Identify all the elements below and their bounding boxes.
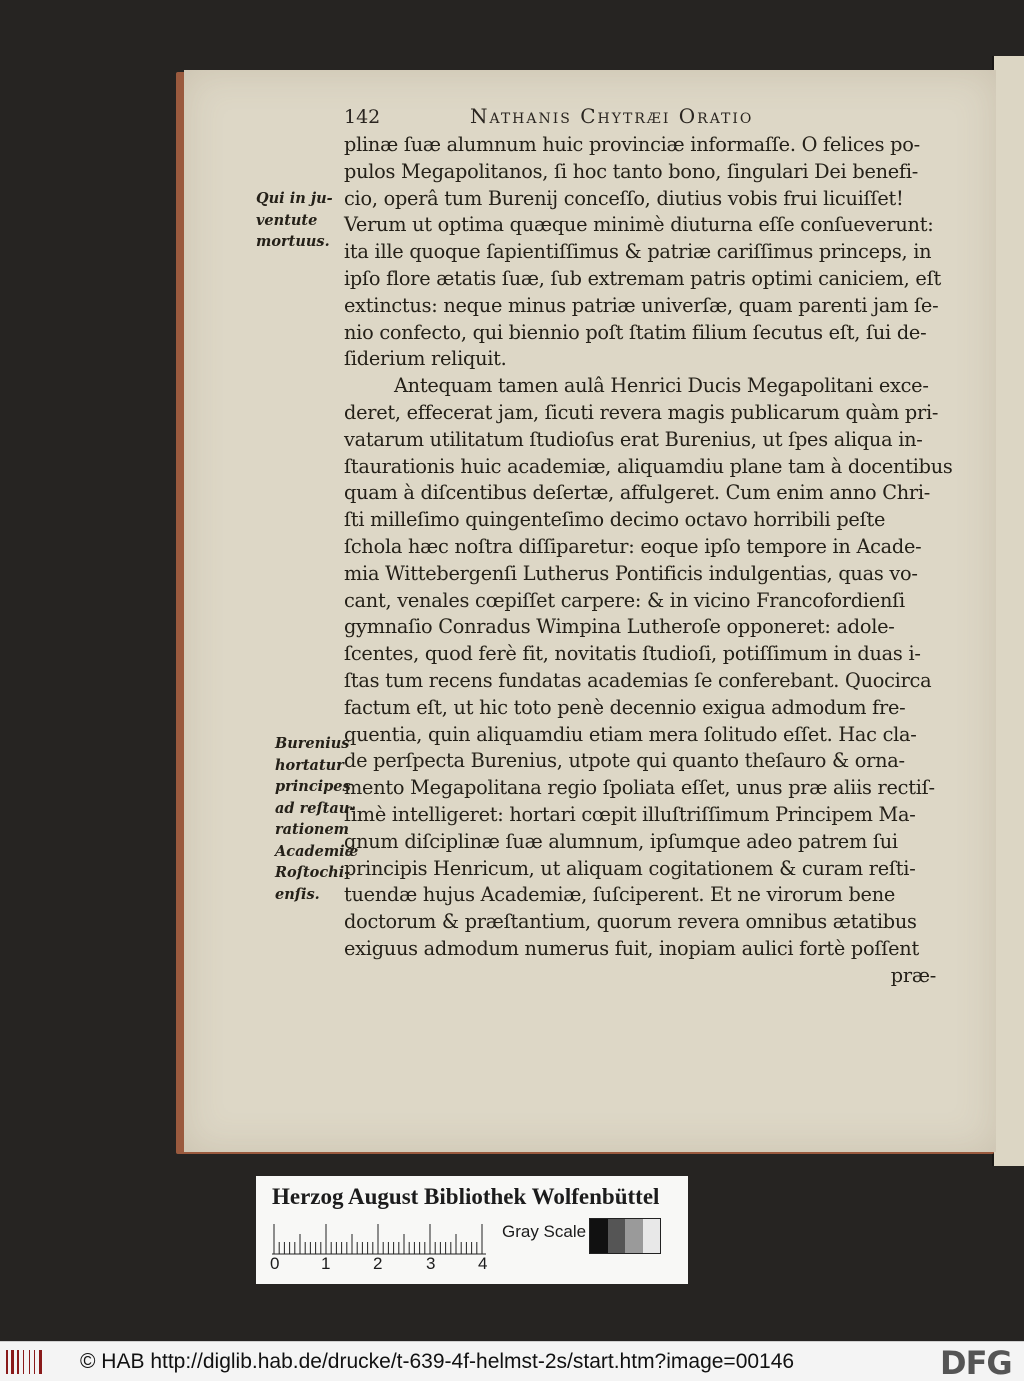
text-line: mia Wittebergenſi Lutherus Pontificis indulgentias, quas vo- bbox=[344, 561, 918, 585]
text-line: factum eſt, ut hic toto penè decennio exigua admodum fre- bbox=[344, 695, 906, 719]
gray-step bbox=[608, 1219, 626, 1253]
library-name: Herzog August Bibliothek Wolfenbüttel bbox=[272, 1184, 660, 1209]
text-line: doctorum & præſtantium, quorum revera omnibus ætatibus bbox=[344, 910, 917, 934]
marginal-note-line: ad reſtau- bbox=[275, 799, 356, 817]
dfg-logo: DFG bbox=[940, 1344, 1012, 1381]
barcode-bar bbox=[17, 1350, 19, 1374]
gray-step bbox=[590, 1219, 608, 1253]
text-line: de perſpecta Burenius, utpote qui quanto theſauro & orna- bbox=[344, 749, 905, 773]
marginal-note-line: hortatur bbox=[275, 756, 344, 774]
marginal-note-line: enſis. bbox=[275, 885, 320, 903]
text-line: deret, effecerat jam, ſicuti revera magis publicarum quàm pri- bbox=[344, 400, 939, 424]
text-line: vatarum utilitatum ſtudioſus erat Burenius, ut ſpes aliqua in- bbox=[344, 427, 923, 451]
text-line: ſtaurationis huic academiæ, aliquamdiu plane tam à docentibus bbox=[344, 454, 953, 478]
barcode-bar bbox=[34, 1350, 35, 1374]
marginal-note-line: Qui in ju- bbox=[256, 190, 333, 207]
text-line: pulos Megapolitanos, ſi hoc tanto bono, ſingulari Dei benefi- bbox=[344, 159, 918, 183]
ruler-number: 1 bbox=[321, 1254, 331, 1273]
marginal-note-line: Roſtochi- bbox=[275, 864, 351, 881]
marginal-note-line: principes bbox=[275, 778, 351, 795]
barcode-bar bbox=[39, 1350, 42, 1374]
marginal-note-line: rationem bbox=[275, 821, 350, 838]
text-line: cio, operâ tum Burenij conceſſo, diutius vobis frui licuiſſet! bbox=[344, 186, 904, 210]
marginal-note bbox=[256, 188, 333, 253]
gray-scale-swatch bbox=[589, 1218, 661, 1254]
library-color-card bbox=[256, 1176, 688, 1284]
ruler-number: 2 bbox=[373, 1254, 383, 1273]
body-text bbox=[344, 132, 953, 990]
text-line: ipſo flore ætatis ſuæ, ſub extremam patris optimi caniciem, eſt bbox=[344, 266, 941, 290]
marginal-note bbox=[275, 733, 358, 905]
permalink-url[interactable]: © HAB http://diglib.hab.de/drucke/t-639-4f-helmst-2s/start.htm?image=00146 bbox=[80, 1350, 795, 1373]
marginal-note-line: Burenius bbox=[275, 735, 350, 752]
text-line: gnum diſciplinæ ſuæ alumnum, ipſumque adeo patrem ſui bbox=[344, 829, 898, 853]
barcode-bar bbox=[11, 1350, 14, 1374]
text-line: gymnaſio Conradus Wimpina Lutheroſe opponeret: adole- bbox=[344, 615, 895, 639]
text-line: ſimè intelligeret: hortari cœpit illuſtriſſimum Principem Ma- bbox=[344, 802, 916, 826]
text-line: plinæ ſuæ alumnum huic provinciæ informaſſe. O felices po- bbox=[344, 133, 920, 156]
text-line: cant, venales cœpiſſet carpere: & in vicino Francofordienſi bbox=[344, 588, 905, 612]
text-line: ita ille quoque ſapientiſſimus & patriæ cariſſimus princeps, in bbox=[344, 240, 932, 264]
text-line: ſti milleſimo quingenteſimo decimo octavo horribili peſte bbox=[344, 508, 886, 532]
text-line: quentia, quin aliquamdiu etiam mera ſolitudo eſſet. Hac cla- bbox=[344, 722, 917, 746]
ruler-number: 0 bbox=[270, 1254, 280, 1273]
text-line: nio confecto, qui biennio poſt ſtatim filium ſecutus eſt, ſui de- bbox=[344, 320, 927, 344]
text-line: ſcentes, quod ferè fit, novitatis ſtudioſi, potiſſimum in duas i- bbox=[344, 642, 921, 666]
text-line: mento Megapolitana regio ſpoliata eſſet, unus præ aliis rectiſ- bbox=[344, 776, 935, 800]
catchword: præ- bbox=[890, 963, 936, 987]
text-line: extinctus: neque minus patriæ univerſæ, quam parenti jam ſe- bbox=[344, 293, 939, 317]
marginal-note-line: ventute bbox=[256, 211, 318, 229]
text-line: quam à diſcentibus deſertæ, affulgeret. Cum enim anno Chri- bbox=[344, 481, 931, 505]
gray-step bbox=[625, 1219, 643, 1253]
text-line: ſchola hæc noſtra diſſiparetur: eoque ipſo tempore in Acade- bbox=[344, 534, 922, 558]
running-head: Nathanis Chytræi Oratio bbox=[470, 104, 754, 128]
barcode-bar bbox=[23, 1350, 24, 1374]
gray-scale-label: Gray Scale bbox=[502, 1222, 587, 1241]
text-line: Antequam tamen aulâ Henrici Ducis Megapolitani exce- bbox=[394, 374, 929, 398]
adjacent-page-edge bbox=[992, 56, 1024, 1166]
barcode-bar bbox=[6, 1350, 8, 1374]
barcode-bar bbox=[29, 1350, 30, 1374]
text-line: principis Henricum, ut aliquam cogitationem & curam reſti- bbox=[344, 856, 916, 880]
marginal-note-line: mortuus. bbox=[256, 233, 330, 250]
text-line: Verum ut optima quæque minimè diuturna eſſe conſueverunt: bbox=[344, 213, 934, 237]
text-line: exiguus admodum numerus fuit, inopiam aulici fortè poſſent bbox=[344, 936, 919, 960]
marginal-note-line: Academiæ bbox=[275, 842, 359, 860]
ruler-number: 3 bbox=[426, 1254, 436, 1273]
scale-ruler bbox=[272, 1220, 496, 1256]
barcode-icon bbox=[6, 1348, 46, 1376]
text-line: ſiderium reliquit. bbox=[344, 347, 507, 371]
ruler-number: 4 bbox=[478, 1254, 488, 1273]
page-number: 142 bbox=[344, 106, 381, 128]
gray-step bbox=[643, 1219, 661, 1253]
text-line: tuendæ hujus Academiæ, ſuſciperent. Et ne virorum bene bbox=[344, 883, 896, 907]
footer-bar bbox=[0, 1341, 1024, 1381]
text-line: ſtas tum recens fundatas academias ſe conferebant. Quocirca bbox=[344, 668, 932, 692]
